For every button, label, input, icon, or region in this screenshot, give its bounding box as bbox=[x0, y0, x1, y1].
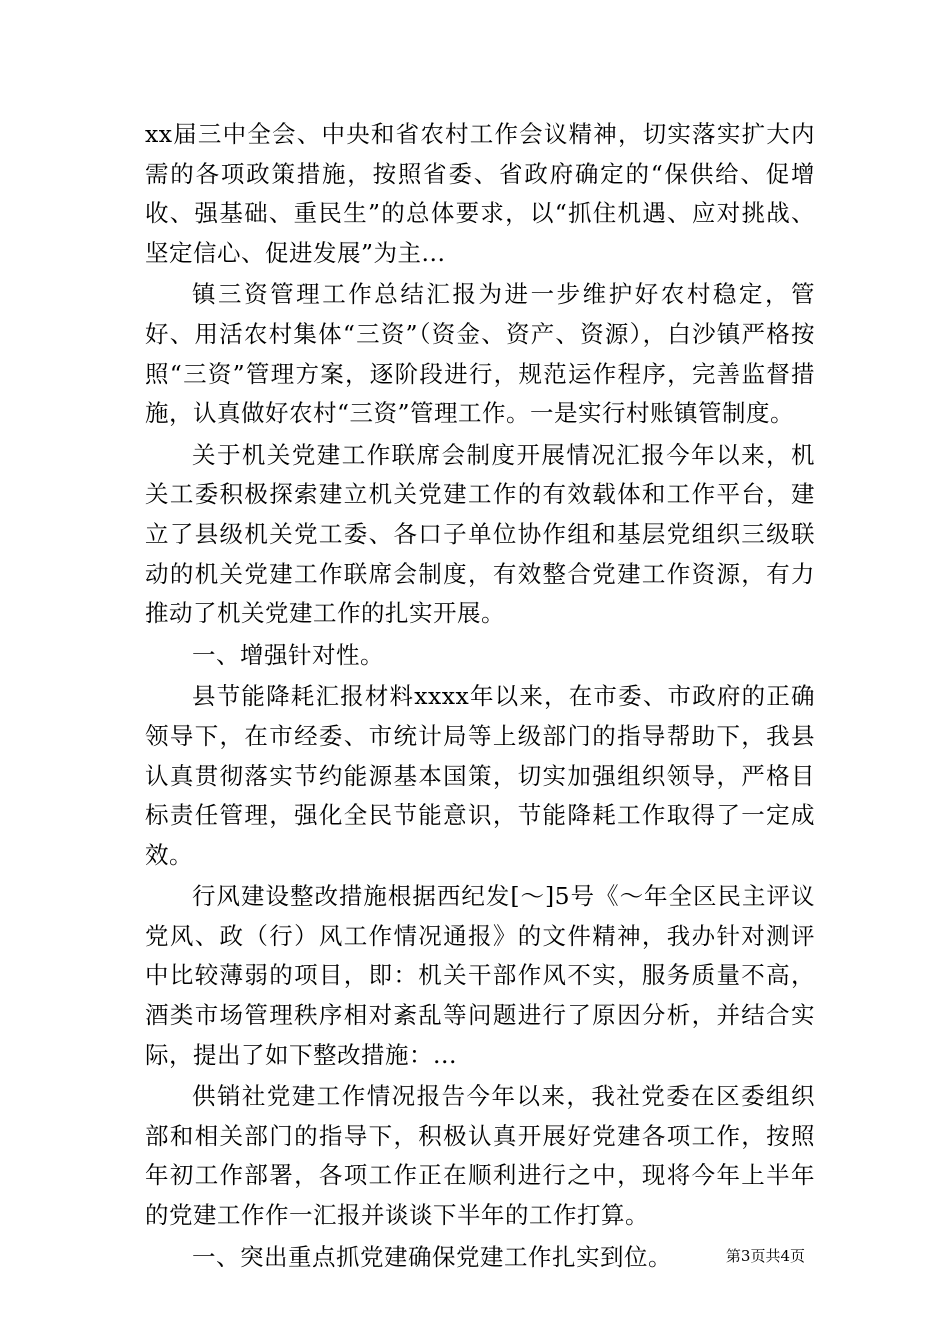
paragraph: 一、突出重点抓党建确保党建工作扎实到位。 bbox=[192, 1242, 672, 1271]
paragraph: 一、增强针对性。 bbox=[192, 640, 384, 669]
paragraph: 镇三资管理工作总结汇报为进一步维护好农村稳定，管好、用活农村集体“三资”（资金、资产、资源），白沙镇严格按照“三资”管理方案，逐阶段进行，规范运作程序，完善监督措施，认真做好农村“三资”管理工作。一是实行村账镇管制度。 bbox=[145, 280, 815, 428]
paragraph: 县节能降耗汇报材料xxxx年以来，在市委、市政府的正确领导下，在市经委、市统计局等上级部门的指导帮助下，我县认真贯彻落实节约能源基本国策，切实加强组织领导，严格目标责任管理，强化全民节能意识，节能降耗工作取得了一定成效。 bbox=[145, 682, 815, 869]
paragraph: 供销社党建工作情况报告今年以来，我社党委在区委组织部和相关部门的指导下，积极认真开展好党建各项工作，按照年初工作部署，各项工作正在顺利进行之中，现将今年上半年的党建工作作一汇报并谈谈下半年的工作打算。 bbox=[145, 1082, 815, 1230]
paragraph: 行风建设整改措施根据西纪发[～]5号《～年全区民主评议党风、政（行）风工作情况通报》的文件精神，我办针对测评中比较薄弱的项目，即：机关干部作风不实，服务质量不高，酒类市场管理秩序相对紊乱等问题进行了原因分析，并结合实际，提出了如下整改措施：... bbox=[145, 882, 815, 1069]
page-number: 第3页共4页 bbox=[725, 1247, 805, 1265]
document-body bbox=[145, 115, 815, 1277]
paragraph: xx届三中全会、中央和省农村工作会议精神，切实落实扩大内需的各项政策措施，按照省委、省政府确定的“保供给、促增收、强基础、重民生”的总体要求，以“抓住机遇、应对挑战、坚定信心、促进发展”为主... bbox=[145, 120, 815, 267]
paragraph: 关于机关党建工作联席会制度开展情况汇报今年以来，机关工委积极探索建立机关党建工作的有效载体和工作平台，建立了县级机关党工委、各口子单位协作组和基层党组织三级联动的机关党建工作联席会制度，有效整合党建工作资源，有力推动了机关党建工作的扎实开展。 bbox=[145, 440, 815, 628]
